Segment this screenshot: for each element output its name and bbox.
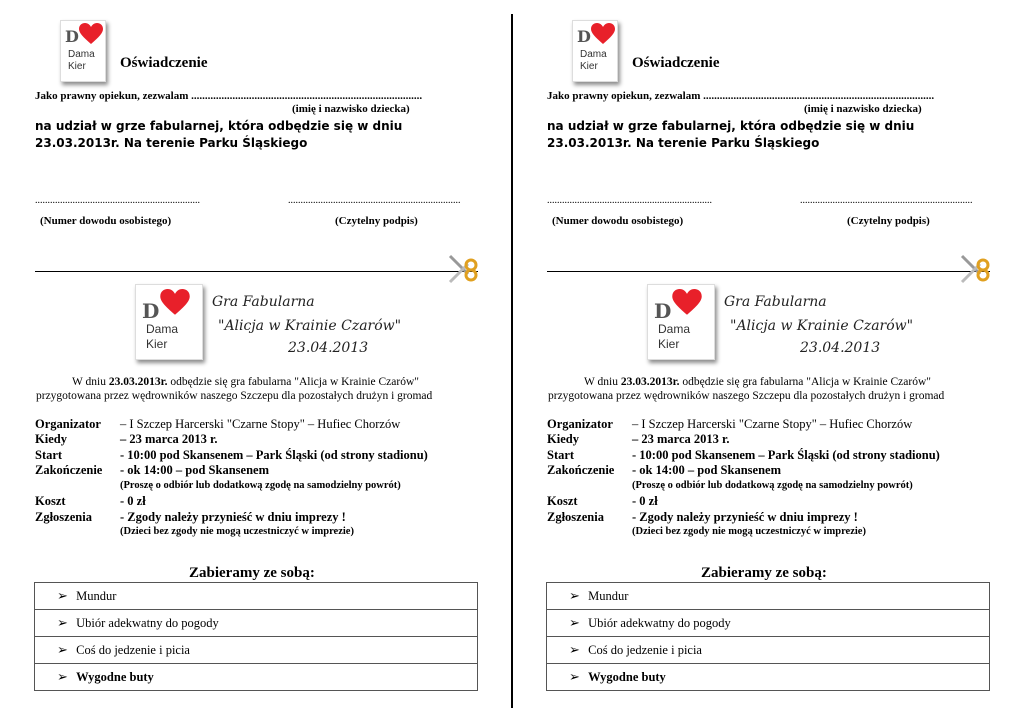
detail-label: Start: [35, 448, 63, 462]
arrow-bullet-icon: ➢: [57, 669, 68, 684]
signature-dots: .....................................................................: [288, 195, 461, 206]
event-intro: W dniu 23.03.2013r. odbędzie się gra fabularna "Alicja w Krainie Czarów": [72, 376, 419, 388]
bring-item: [35, 610, 478, 637]
detail-value: (Proszę o odbiór lub dodatkową zgodę na samodzielny powrót): [120, 480, 401, 491]
id-label: (Numer dowodu osobistego): [552, 215, 684, 227]
bring-title: Zabieramy ze sobą:: [189, 565, 315, 581]
signature-label: (Czytelny podpis): [335, 215, 418, 227]
detail-label: Kiedy: [35, 432, 67, 446]
dama-kier-logo-large: D Dama Kier: [135, 284, 203, 360]
event-heading-2: "Alicja w Krainie Czarów": [218, 318, 402, 334]
signature-label: (Czytelny podpis): [847, 215, 930, 227]
consent-hint: (imię i nazwisko dziecka): [292, 103, 410, 115]
signature-dots: .....................................................................: [800, 195, 973, 206]
detail-value: (Proszę o odbiór lub dodatkową zgodę na samodzielny powrót): [632, 480, 913, 491]
flyer-left: [0, 0, 461, 724]
event-heading-3: 23.04.2013: [288, 340, 369, 356]
id-dots: ..................................................................: [35, 195, 200, 206]
bring-list-body: [35, 583, 478, 691]
consent-title: Oświadczenie: [632, 55, 720, 71]
bring-item-cell: [547, 637, 990, 664]
bring-item: [547, 610, 990, 637]
detail-label: Organizator: [35, 417, 101, 431]
detail-value: - ok 14:00 – pod Skansenem: [120, 463, 269, 477]
bring-item-label: Ubiór adekwatny do pogody: [76, 616, 219, 630]
heart-icon: [591, 23, 615, 45]
id-label: (Numer dowodu osobistego): [40, 215, 172, 227]
scissors-icon: [958, 252, 992, 286]
event-intro: W dniu 23.03.2013r. odbędzie się gra fabularna "Alicja w Krainie Czarów": [584, 376, 931, 388]
bring-item-cell: [35, 664, 478, 691]
bring-item-label: Coś do jedzenie i picia: [76, 643, 190, 657]
dama-kier-logo: D Dama Kier: [572, 20, 618, 82]
detail-value: - 0 zł: [632, 494, 658, 508]
arrow-bullet-icon: ➢: [569, 642, 580, 657]
bring-item: [35, 583, 478, 610]
bring-item-cell: [547, 664, 990, 691]
consent-title: Oświadczenie: [120, 55, 208, 71]
arrow-bullet-icon: ➢: [57, 615, 68, 630]
bring-item-cell: [35, 610, 478, 637]
bring-item-label: Wygodne buty: [588, 670, 666, 684]
detail-value: – 23 marca 2013 r.: [120, 432, 218, 446]
id-dots: ..................................................................: [547, 195, 712, 206]
detail-label: Zakończenie: [35, 463, 103, 477]
event-heading-1: Gra Fabularna: [724, 294, 827, 310]
bring-item-label: Mundur: [588, 589, 629, 603]
cut-line: [547, 271, 990, 272]
detail-label: Koszt: [35, 494, 66, 508]
consent-line2: na udział w grze fabularnej, która odbędzie się w dniu: [35, 119, 403, 133]
bring-item-label: Mundur: [76, 589, 117, 603]
event-intro-2: przygotowana przez wędrowników naszego Szczepu dla pozostałych drużyn i gromad: [36, 390, 433, 402]
bring-item: [547, 637, 990, 664]
bring-list: [34, 582, 478, 691]
dama-kier-logo-large: D Dama Kier: [647, 284, 715, 360]
consent-hint: (imię i nazwisko dziecka): [804, 103, 922, 115]
bring-list: [546, 582, 990, 691]
arrow-bullet-icon: ➢: [569, 615, 580, 630]
consent-line3: 23.03.2013r. Na terenie Parku Śląskiego: [35, 136, 308, 150]
consent-line2: na udział w grze fabularnej, która odbędzie się w dniu: [547, 119, 915, 133]
detail-label: Kiedy: [547, 432, 579, 446]
arrow-bullet-icon: ➢: [569, 669, 580, 684]
detail-value: - 10:00 pod Skansenem – Park Śląski (od strony stadionu): [632, 448, 940, 462]
event-heading-2: "Alicja w Krainie Czarów": [730, 318, 914, 334]
event-intro-2: przygotowana przez wędrowników naszego Szczepu dla pozostałych drużyn i gromad: [548, 390, 945, 402]
bring-item: [35, 664, 478, 691]
detail-label: Organizator: [547, 417, 613, 431]
bring-item: [547, 664, 990, 691]
bring-item-label: Coś do jedzenie i picia: [588, 643, 702, 657]
bring-item-label: Ubiór adekwatny do pogody: [588, 616, 731, 630]
arrow-bullet-icon: ➢: [57, 642, 68, 657]
detail-label: Zakończenie: [547, 463, 615, 477]
detail-value: – I Szczep Harcerski "Czarne Stopy" – Hufiec Chorzów: [120, 417, 401, 431]
detail-value: - Zgody należy przynieść w dniu imprezy !: [120, 510, 346, 524]
dama-kier-logo: D Dama Kier: [60, 20, 106, 82]
detail-value: - 10:00 pod Skansenem – Park Śląski (od strony stadionu): [120, 448, 428, 462]
arrow-bullet-icon: ➢: [57, 588, 68, 603]
bring-title: Zabieramy ze sobą:: [701, 565, 827, 581]
consent-line1: Jako prawny opiekun, zezwalam ....................................................................................: [35, 90, 423, 102]
bring-list-body: [547, 583, 990, 691]
bring-item-cell: [35, 583, 478, 610]
event-heading-3: 23.04.2013: [800, 340, 881, 356]
bring-item: [35, 637, 478, 664]
flyer-right: [512, 0, 973, 724]
bring-item: [547, 583, 990, 610]
arrow-bullet-icon: ➢: [569, 588, 580, 603]
bring-item-cell: [35, 637, 478, 664]
detail-value: - 0 zł: [120, 494, 146, 508]
bring-item-cell: [547, 583, 990, 610]
bring-item-cell: [547, 610, 990, 637]
heart-icon: [79, 23, 103, 45]
detail-label: Start: [547, 448, 575, 462]
heart-icon: [160, 289, 190, 316]
scissors-icon: [446, 252, 480, 286]
detail-value: - ok 14:00 – pod Skansenem: [632, 463, 781, 477]
consent-line1: Jako prawny opiekun, zezwalam ....................................................................................: [547, 90, 935, 102]
detail-value: – 23 marca 2013 r.: [632, 432, 730, 446]
bring-item-label: Wygodne buty: [76, 670, 154, 684]
detail-label: Zgłoszenia: [35, 510, 92, 524]
heart-icon: [672, 289, 702, 316]
cut-line: [35, 271, 478, 272]
detail-value: – I Szczep Harcerski "Czarne Stopy" – Hufiec Chorzów: [632, 417, 913, 431]
detail-value: (Dzieci bez zgody nie mogą uczestniczyć w imprezie): [632, 526, 866, 537]
detail-label: Koszt: [547, 494, 578, 508]
detail-value: - Zgody należy przynieść w dniu imprezy !: [632, 510, 858, 524]
consent-line3: 23.03.2013r. Na terenie Parku Śląskiego: [547, 136, 820, 150]
event-heading-1: Gra Fabularna: [212, 294, 315, 310]
detail-value: (Dzieci bez zgody nie mogą uczestniczyć w imprezie): [120, 526, 354, 537]
detail-label: Zgłoszenia: [547, 510, 604, 524]
